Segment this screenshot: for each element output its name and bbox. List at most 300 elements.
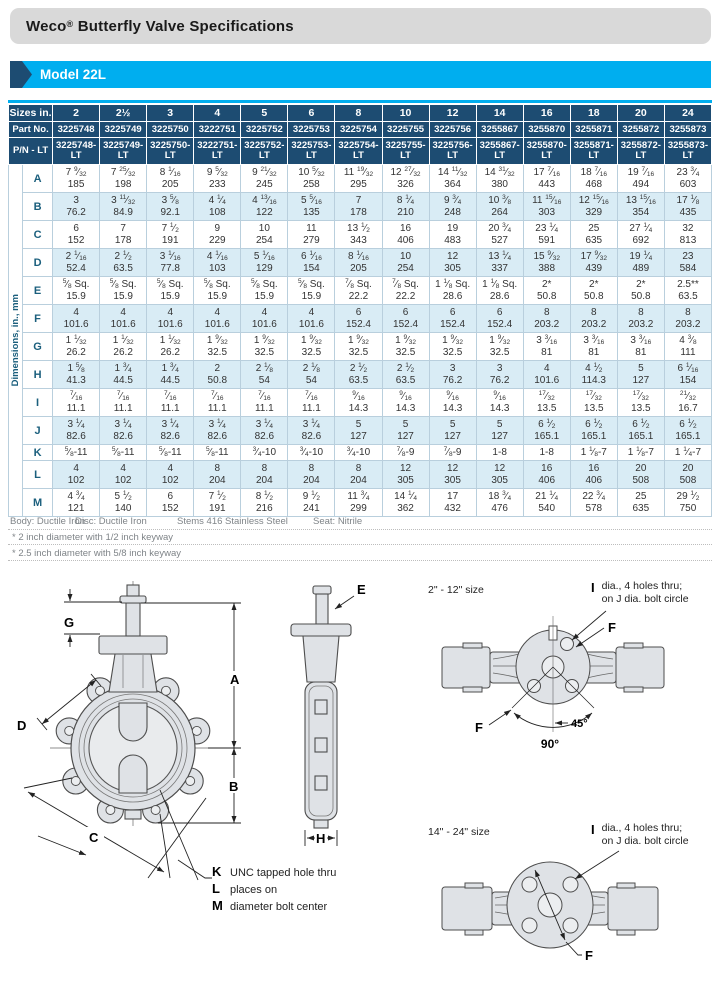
dim-cell: 6 $^1⁄_2$ 165.1 [664,417,711,445]
dim-cell: 14 $^{31}⁄_{32}$ 380 [476,165,523,193]
dim-cell: $^3⁄_4-10$ [335,445,382,461]
size-header: 14 [476,105,523,122]
size-header: 16 [523,105,570,122]
accent-rule [8,100,712,103]
size-header: 24 [664,105,711,122]
dim-cell: $^7⁄_{16}$ 11.1 [194,389,241,417]
dim-cell: 1 $^3⁄_4$ 44.5 [100,361,147,389]
dim-cell: 1 $^9⁄_{32}$ 32.5 [476,333,523,361]
spec-table [8,104,712,517]
dim-cell: 4 $^3⁄_8$ 111 [664,333,711,361]
dim-cell: 12 $^{27}⁄_{32}$ 326 [382,165,429,193]
dim-cell: 2* 50.8 [617,277,664,305]
size-header: 10 [382,105,429,122]
dim-cell: 9 $^5⁄_{32}$ 233 [194,165,241,193]
dim-cell: 27 $^1⁄_4$ 692 [617,221,664,249]
dim-cell: 1 $^1⁄_8$ Sq. 28.6 [429,277,476,305]
dim-cell: 9 $^{21}⁄_{32}$ 245 [241,165,288,193]
part-number: 3255873 [664,122,711,138]
dim-cell: 9 $^3⁄_4$ 248 [429,193,476,221]
dim-cell: 4 101.6 [194,305,241,333]
dim-cell: 4 101.6 [147,305,194,333]
dim-cell: 3 $^3⁄_{16}$ 81 [617,333,664,361]
dim-cell: 19 $^1⁄_4$ 489 [617,249,664,277]
dim-cell: 9 229 [194,221,241,249]
dim-cell: 5 127 [429,417,476,445]
dim-row-letter: K [23,445,53,461]
dim-cell: 19 483 [429,221,476,249]
hole-note-line1: dia., 4 holes thru; [601,822,683,834]
dim-cell: 12 305 [429,461,476,489]
dim-cell: 3 $^1⁄_4$ 82.6 [194,417,241,445]
dim-cell: 8 204 [241,461,288,489]
dim-cell: 29 $^1⁄_2$ 750 [664,489,711,517]
dim-cell: 14 $^{11}⁄_{32}$ 364 [429,165,476,193]
dim-cell: 3 $^5⁄_8$ 92.1 [147,193,194,221]
dim-cell: 3 $^3⁄_{16}$ 81 [570,333,617,361]
dim-cell: 7 $^9⁄_{32}$ 185 [53,165,100,193]
page-title-rest: Butterfly Valve Specifications [73,17,294,35]
valve-front-view [50,581,216,826]
dim-cell: 8 203.2 [523,305,570,333]
dim-cell: 20 508 [664,461,711,489]
dim-cell: 7 178 [335,193,382,221]
material-body: Body: Ductile Iron [10,516,85,527]
part-number-lt: 3225755- LT [382,138,429,165]
legend-text-m: diameter bolt center [230,901,328,913]
dim-cell: 17 $^9⁄_{32}$ 439 [570,249,617,277]
part-number: 3255870 [523,122,570,138]
dim-cell: 3 $^1⁄_4$ 82.6 [288,417,335,445]
dim-cell: $^9⁄_{16}$ 14.3 [476,389,523,417]
part-number-lt: 3225754- LT [335,138,382,165]
size-header: 4 [194,105,241,122]
dim-row-letter: L [23,461,53,489]
dim-cell: 4 101.6 [288,305,335,333]
dim-cell: 8 203.2 [664,305,711,333]
dim-cell: 14 $^1⁄_4$ 362 [382,489,429,517]
dim-cell: 11 $^{15}⁄_{16}$ 303 [523,193,570,221]
dim-cell: 3 $^3⁄_{16}$ 81 [523,333,570,361]
size-header: 20 [617,105,664,122]
dim-cell: 8 $^1⁄_2$ 216 [241,489,288,517]
dim-cell: $^3⁄_4-10$ [241,445,288,461]
dim-cell: 4 101.6 [53,305,100,333]
dim-row-letter: E [23,277,53,305]
dim-cell: 1 $^1⁄_{32}$ 26.2 [100,333,147,361]
dim-cell: 7 $^{25}⁄_{32}$ 198 [100,165,147,193]
dim-cell: 1 $^9⁄_{32}$ 32.5 [429,333,476,361]
dim-cell: 5 127 [476,417,523,445]
dim-cell: 6 $^1⁄_{16}$ 154 [664,361,711,389]
dim-cell: 1 $^3⁄_4$ 44.5 [147,361,194,389]
size-header: 6 [288,105,335,122]
dim-cell: 1 $^1⁄_4-7$ [664,445,711,461]
dim-cell: 1 $^9⁄_{32}$ 32.5 [241,333,288,361]
dim-cell: 5 127 [617,361,664,389]
dim-cell: 6 $^1⁄_2$ 165.1 [617,417,664,445]
size-header: 2½ [100,105,147,122]
dim-cell: 5 127 [335,417,382,445]
hole-note-text [602,822,689,848]
dim-label-d: D [17,718,27,733]
dim-cell: $^9⁄_{16}$ 14.3 [429,389,476,417]
dim-cell: 8 204 [288,461,335,489]
dim-cell: $^{17}⁄_{32}$ 13.5 [570,389,617,417]
part-number-lt: 3255867- LT [476,138,523,165]
size-header: 3 [147,105,194,122]
dim-cell: $^{17}⁄_{32}$ 13.5 [617,389,664,417]
dim-cell: 8 $^1⁄_{16}$ 205 [147,165,194,193]
dim-cell: 23 584 [664,249,711,277]
dim-cell: $^7⁄_8$ Sq. 22.2 [382,277,429,305]
dim-cell: 17 $^7⁄_{16}$ 443 [523,165,570,193]
dim-cell: 2* 50.8 [523,277,570,305]
part-number-lt: 3255873- LT [664,138,711,165]
dim-cell: $^7⁄_{16}$ 11.1 [288,389,335,417]
dim-cell: 6 $^1⁄_2$ 165.1 [523,417,570,445]
hole-note-key: I [591,822,595,837]
dim-cell: 6 152 [53,221,100,249]
bolt-legend [212,864,336,915]
dim-cell: 2 $^1⁄_8$ 54 [288,361,335,389]
dim-cell: 6 152.4 [429,305,476,333]
dim-cell: 10 254 [241,221,288,249]
legend-text-k: UNC tapped hole thru [230,867,337,879]
legend-row-m [212,898,336,915]
dim-cell: $^{17}⁄_{32}$ 13.5 [523,389,570,417]
header-label: P/N - LT [9,138,53,165]
materials-row [8,513,712,530]
size-header: 18 [570,105,617,122]
page-title-bar [10,8,711,44]
dim-cell: 2 $^1⁄_8$ 54 [241,361,288,389]
dim-cell: $^7⁄_{16}$ 11.1 [147,389,194,417]
dim-cell: 10 $^5⁄_{32}$ 258 [288,165,335,193]
dim-cell: 13 $^1⁄_4$ 337 [476,249,523,277]
dim-cell: 4 101.6 [100,305,147,333]
material-stems: Stems 416 Stainless Steel [177,516,288,527]
dim-cell: 4 $^1⁄_2$ 114.3 [570,361,617,389]
part-number-lt: 3225753- LT [288,138,335,165]
small-top-view-svg [425,610,715,782]
dim-cell: 8 203.2 [570,305,617,333]
dim-cell: $^5⁄_8$ Sq. 15.9 [194,277,241,305]
dim-cell: 6 $^1⁄_{16}$ 154 [288,249,335,277]
dim-cell: 13 $^{15}⁄_{16}$ 354 [617,193,664,221]
dimensions-axis-label: Dimensions, in., mm [10,294,21,387]
valve-front-and-side-drawing [8,576,418,978]
dim-cell: 3 76.2 [476,361,523,389]
dim-cell: 15 $^9⁄_{32}$ 388 [523,249,570,277]
dim-cell: $^3⁄_4-10$ [288,445,335,461]
dim-cell: 7 $^1⁄_2$ 191 [147,221,194,249]
dim-cell: 5 127 [382,417,429,445]
small-label-f-bottom: F [475,720,483,735]
page-title [26,18,294,35]
hole-note-line1: dia., 4 holes thru; [601,580,683,592]
dim-cell: 1-8 [476,445,523,461]
part-number: 3255871 [570,122,617,138]
dim-cell: 2 $^1⁄_{16}$ 52.4 [53,249,100,277]
dim-cell: 18 $^3⁄_4$ 476 [476,489,523,517]
dim-cell: 8 204 [335,461,382,489]
dim-cell: 21 $^1⁄_4$ 540 [523,489,570,517]
dim-cell: 8 $^1⁄_{16}$ 205 [335,249,382,277]
dim-cell: 23 $^3⁄_4$ 603 [664,165,711,193]
dim-cell: 3 76.2 [429,361,476,389]
legend-text-l: places on [230,884,278,896]
dim-cell: $^9⁄_{16}$ 14.3 [335,389,382,417]
dim-cell: $^5⁄_8$ Sq. 15.9 [100,277,147,305]
part-number: 3255872 [617,122,664,138]
part-number-lt: 3225748- LT [53,138,100,165]
dim-cell: 8 $^1⁄_4$ 210 [382,193,429,221]
part-number: 3225748 [53,122,100,138]
dim-row-letter: A [23,165,53,193]
dim-cell: 6 152.4 [476,305,523,333]
dim-cell: 13 $^1⁄_2$ 343 [335,221,382,249]
top-view-small-sizes [425,580,717,782]
large-label-f: F [585,948,593,963]
part-number-lt: 3255870- LT [523,138,570,165]
part-number: 3222751 [194,122,241,138]
valve-front-side-svg [8,576,418,978]
dim-cell: 11 $^{19}⁄_{32}$ 295 [335,165,382,193]
dim-cell: 4 101.6 [241,305,288,333]
part-number-lt: 3225750- LT [147,138,194,165]
part-number-lt: 3255871- LT [570,138,617,165]
dim-cell: 25 635 [617,489,664,517]
part-number: 3225752 [241,122,288,138]
dim-cell: 1 $^1⁄_{32}$ 26.2 [53,333,100,361]
large-top-view-svg [425,850,715,980]
size-header: 5 [241,105,288,122]
part-number: 3225749 [100,122,147,138]
dim-cell: 12 305 [429,249,476,277]
part-number: 3225756 [429,122,476,138]
dim-cell: $^7⁄_{16}$ 11.1 [241,389,288,417]
dim-label-a: A [230,672,240,687]
dim-cell: $^5⁄_8-11$ [147,445,194,461]
dim-label-b: B [229,779,239,794]
part-number-lt: 3225749- LT [100,138,147,165]
dim-cell: $^{21}⁄_{32}$ 16.7 [664,389,711,417]
dim-cell: 22 $^3⁄_4$ 578 [570,489,617,517]
dim-cell: $^5⁄_8$ Sq. 15.9 [53,277,100,305]
footnote-2: * 2.5 inch diameter with 5/8 inch keyway [8,546,712,561]
dim-cell: 10 $^3⁄_8$ 264 [476,193,523,221]
dim-cell: 12 305 [382,461,429,489]
dim-cell: $^5⁄_8$ Sq. 15.9 [288,277,335,305]
valve-side-view [291,586,351,828]
small-sizes-header [425,580,717,608]
dim-cell: 3 $^1⁄_4$ 82.6 [147,417,194,445]
dim-cell: $^5⁄_8$ Sq. 15.9 [241,277,288,305]
dim-cell: 7 $^1⁄_2$ 191 [194,489,241,517]
dim-cell: 4 101.6 [523,361,570,389]
dim-cell: 12 $^{15}⁄_{16}$ 329 [570,193,617,221]
dim-cell: 1 $^9⁄_{32}$ 32.5 [194,333,241,361]
small-size-range-label: 2" - 12" size [428,584,484,596]
large-size-range-label: 14" - 24" size [428,826,490,838]
dim-label-e: E [357,582,366,597]
dim-cell: 1 $^1⁄_8-7$ [617,445,664,461]
dim-cell: 9 $^1⁄_2$ 241 [288,489,335,517]
dim-cell: 4 102 [147,461,194,489]
dim-cell: 3 $^1⁄_4$ 82.6 [100,417,147,445]
dim-cell: 2.5** 63.5 [664,277,711,305]
dim-cell: 10 254 [382,249,429,277]
dim-cell: 32 813 [664,221,711,249]
dim-cell: $^7⁄_8-9$ [429,445,476,461]
dim-cell: 16 406 [523,461,570,489]
dim-cell: 25 635 [570,221,617,249]
dim-cell: 1-8 [523,445,570,461]
dim-cell: 4 102 [53,461,100,489]
small-hole-note [591,580,689,606]
dim-cell: 1 $^5⁄_8$ 41.3 [53,361,100,389]
dim-cell: 19 $^7⁄_{16}$ 494 [617,165,664,193]
dim-row-letter: C [23,221,53,249]
technical-drawings [0,576,721,978]
dim-row-letter: F [23,305,53,333]
legend-row-l [212,881,336,898]
hole-note-text [602,580,689,606]
dim-cell: 2 $^1⁄_2$ 63.5 [382,361,429,389]
large-hole-note [591,822,689,848]
legend-row-k [212,864,336,881]
dim-cell: $^7⁄_{16}$ 11.1 [53,389,100,417]
dim-label-g: G [64,615,75,630]
hole-note-line2: on J dia. bolt circle [601,593,689,605]
size-header: 2 [53,105,100,122]
dim-cell: 4 $^1⁄_{16}$ 103 [194,249,241,277]
dim-cell: 23 $^1⁄_4$ 591 [523,221,570,249]
dim-cell: 1 $^9⁄_{32}$ 32.5 [288,333,335,361]
part-number-lt: 3222751- LT [194,138,241,165]
part-number: 3255867 [476,122,523,138]
dim-cell: 2 $^1⁄_2$ 63.5 [335,361,382,389]
model-label: Model 22L [40,67,107,82]
dim-cell: 5 $^1⁄_2$ 140 [100,489,147,517]
dim-cell: 11 $^3⁄_4$ 299 [335,489,382,517]
dim-cell: 4 $^{13}⁄_{16}$ 122 [241,193,288,221]
dim-cell: 17 $^1⁄_8$ 435 [664,193,711,221]
part-number-lt: 3255872- LT [617,138,664,165]
registered-mark: ® [66,18,74,29]
dim-cell: 1 $^9⁄_{32}$ 32.5 [335,333,382,361]
dim-row-letter: H [23,361,53,389]
dim-cell: 3 $^{11}⁄_{32}$ 84.9 [100,193,147,221]
dim-cell: 1 $^1⁄_8$ Sq. 28.6 [476,277,523,305]
dim-cell: 11 279 [288,221,335,249]
dim-cell: 2 50.8 [194,361,241,389]
hole-note-key: I [591,580,595,595]
dim-cell: 20 $^3⁄_4$ 527 [476,221,523,249]
top-view-large-sizes [425,814,717,980]
dim-cell: 8 204 [194,461,241,489]
part-number-lt: 3225752- LT [241,138,288,165]
angle-90-label: 90° [540,737,560,751]
dim-row-letter: G [23,333,53,361]
dim-cell: $^5⁄_8-11$ [53,445,100,461]
dim-row-letter: J [23,417,53,445]
dim-cell: 3 $^1⁄_{16}$ 77.8 [147,249,194,277]
chevron-right-icon [10,61,32,88]
dim-cell: 2 $^1⁄_2$ 63.5 [100,249,147,277]
dim-cell: 3 76.2 [53,193,100,221]
dim-cell: $^5⁄_8-11$ [100,445,147,461]
dim-cell: 16 406 [570,461,617,489]
large-sizes-header [425,814,717,847]
dim-cell: 6 $^1⁄_2$ 165.1 [570,417,617,445]
dim-cell: 4 $^3⁄_4$ 121 [53,489,100,517]
dim-cell: $^5⁄_8-11$ [194,445,241,461]
legend-key-l: L [212,881,220,896]
part-number: 3225750 [147,122,194,138]
dimensions-axis-cell [9,165,23,517]
dim-cell: 4 $^1⁄_4$ 108 [194,193,241,221]
part-number: 3225755 [382,122,429,138]
dim-cell: 7 178 [100,221,147,249]
dim-cell: 3 $^1⁄_4$ 82.6 [53,417,100,445]
dim-cell: $^7⁄_{16}$ 11.1 [100,389,147,417]
dim-row-letter: D [23,249,53,277]
angle-45-label: 45° [571,718,588,730]
dim-cell: 6 152.4 [382,305,429,333]
dim-row-letter: M [23,489,53,517]
dim-cell: 3 $^1⁄_4$ 82.6 [241,417,288,445]
dim-cell: 20 508 [617,461,664,489]
dim-cell: 8 203.2 [617,305,664,333]
dim-cell: 4 102 [100,461,147,489]
material-seat: Seat: Nitrile [313,516,363,527]
dim-cell: 6 152.4 [335,305,382,333]
dim-cell: 18 $^7⁄_{16}$ 468 [570,165,617,193]
small-label-f-top: F [608,620,616,635]
footnote-1: * 2 inch diameter with 1/2 inch keyway [8,530,712,545]
dim-cell: 1 $^1⁄_8-7$ [570,445,617,461]
dim-cell: $^7⁄_8-9$ [382,445,429,461]
part-number: 3225754 [335,122,382,138]
model-bar [10,61,711,88]
hole-note-line2: on J dia. bolt circle [601,835,689,847]
dim-cell: 6 152 [147,489,194,517]
dim-cell: 5 $^1⁄_{16}$ 129 [241,249,288,277]
dim-cell: 16 406 [382,221,429,249]
dim-cell: 2* 50.8 [570,277,617,305]
dim-cell: $^7⁄_8$ Sq. 22.2 [335,277,382,305]
size-header: 12 [429,105,476,122]
header-label: Sizes in. [9,105,53,122]
size-header: 8 [335,105,382,122]
dim-cell: 1 $^1⁄_{32}$ 26.2 [147,333,194,361]
legend-key-k: K [212,864,222,879]
legend-key-m: M [212,898,223,913]
header-label: Part No. [9,122,53,138]
part-number: 3225753 [288,122,335,138]
dim-label-c: C [89,830,99,845]
dim-cell: 17 432 [429,489,476,517]
dim-cell: 5 $^5⁄_{16}$ 135 [288,193,335,221]
brand-name: Weco [26,17,67,35]
dim-cell: 12 305 [476,461,523,489]
dim-row-letter: B [23,193,53,221]
dim-row-letter: I [23,389,53,417]
dim-cell: 1 $^9⁄_{32}$ 32.5 [382,333,429,361]
material-disc: Disc: Ductile Iron [75,516,147,527]
